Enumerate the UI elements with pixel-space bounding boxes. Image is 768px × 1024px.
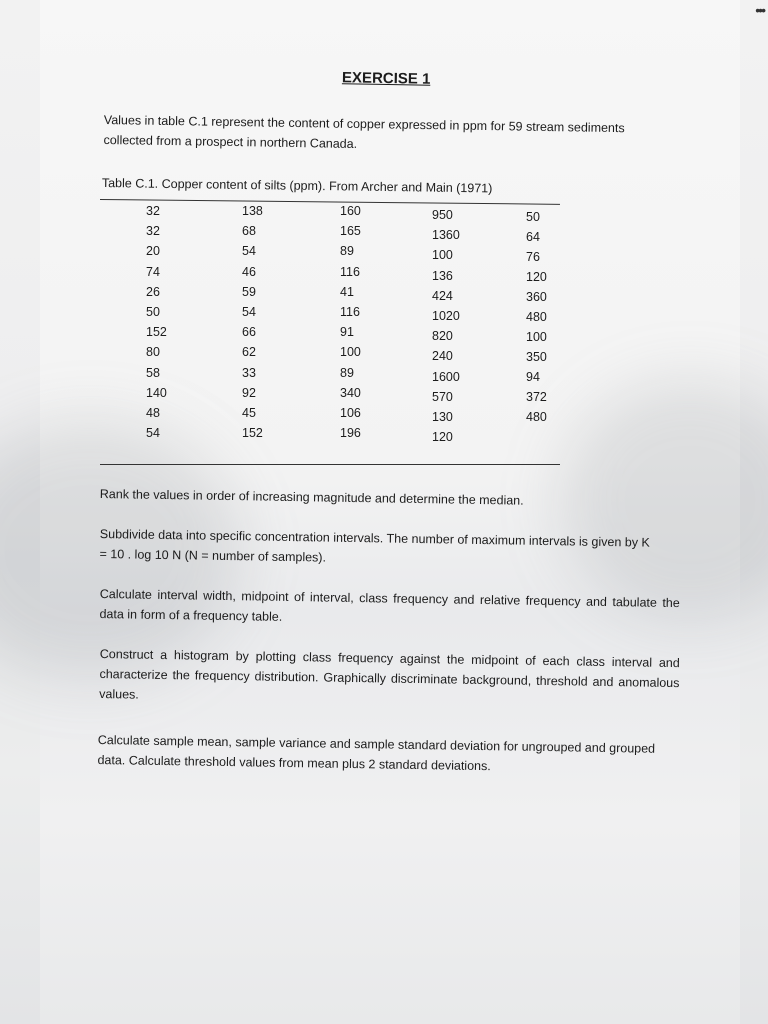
table-cell: 33 [242, 365, 256, 380]
table-cell: 45 [242, 406, 256, 420]
table-cell: 46 [242, 264, 256, 279]
table-cell: 116 [340, 305, 360, 319]
table-cell: 66 [242, 325, 256, 340]
table-cell: 50 [146, 305, 160, 319]
table-caption: Table C.1. Copper content of silts (ppm). From Archer and Main (1971) [101, 176, 493, 196]
table-cell: 54 [242, 305, 256, 319]
exercise-title: EXERCISE 1 [341, 69, 431, 88]
table-cell: 240 [432, 349, 453, 364]
table-cell: 48 [146, 406, 160, 420]
table-cell: 62 [242, 345, 256, 360]
table-cell: 152 [146, 325, 167, 340]
table-cell: 94 [526, 370, 540, 384]
table-cell: 120 [526, 270, 547, 284]
table-cell: 196 [340, 426, 361, 441]
task-intervals: Subdivide data into specific concentration intervals. The number of maximum intervals is given by K = 10 . log 10 N (N = number of samples). [99, 526, 650, 565]
table-cell: 80 [146, 345, 160, 360]
table-cell: 340 [340, 385, 361, 400]
table-cell: 89 [340, 365, 354, 380]
table-cell: 116 [340, 264, 360, 279]
table-cell: 136 [432, 268, 453, 283]
table-cell: 350 [526, 350, 547, 364]
table-cell: 20 [146, 244, 160, 259]
table-cell: 54 [242, 244, 256, 259]
task-frequency-table: Calculate interval width, midpoint of interval, class frequency and relative frequency and tabulate the data in form of a frequency table. [99, 586, 680, 624]
table-cell: 424 [432, 288, 453, 303]
intro-paragraph: Values in table C.1 represent the content of copper expressed in ppm for 59 stream sediments collected from a prospect in northern Canada. [103, 112, 625, 151]
table-cell: 41 [340, 284, 354, 299]
table-cell: 372 [526, 390, 547, 404]
table-cell: 120 [432, 430, 453, 445]
table-cell: 1600 [432, 369, 460, 384]
table-cell: 152 [242, 426, 263, 441]
table-cell: 570 [432, 389, 453, 404]
table-cell: 92 [242, 385, 256, 400]
table-cell: 100 [526, 330, 547, 344]
table-cell: 74 [146, 264, 160, 279]
table-cell: 130 [432, 410, 453, 424]
table-cell: 50 [526, 210, 540, 224]
table-cell: 165 [340, 224, 361, 239]
table-cell: 32 [146, 224, 160, 239]
table-cell: 76 [526, 250, 540, 264]
table-cell: 820 [432, 329, 453, 344]
table-cell: 64 [526, 230, 540, 244]
table-cell: 54 [146, 426, 160, 441]
table-cell: 89 [340, 244, 354, 259]
table-cell: 58 [146, 365, 160, 380]
table-cell: 1360 [432, 228, 460, 243]
table-cell: 100 [432, 248, 453, 263]
table-cell: 950 [432, 208, 453, 222]
table-cell: 480 [526, 410, 547, 424]
task-histogram: Construct a histogram by plotting class frequency against the midpoint of each class interval and characterize the frequency distribution. Graphically discriminate background, threshold and anomalous values. [99, 646, 680, 702]
table-cell: 1020 [432, 309, 460, 323]
table-cell: 138 [242, 204, 263, 218]
table-cell: 160 [340, 204, 361, 218]
table-cell: 106 [340, 406, 361, 420]
task-statistics: Calculate sample mean, sample variance and sample standard deviation for ungrouped and grouped data. Calculate threshold values from mean plus 2 standard deviations. [97, 732, 656, 774]
table-cell: 360 [526, 290, 547, 304]
table-cell: 68 [242, 224, 256, 239]
task-rank: Rank the values in order of increasing magnitude and determine the median. [99, 486, 524, 508]
table-cell: 26 [146, 284, 160, 299]
table-cell: 91 [340, 325, 354, 340]
table-cell: 100 [340, 345, 361, 360]
table-cell: 32 [146, 204, 160, 218]
table-cell: 140 [146, 385, 167, 400]
corner-marks: ••• [755, 2, 764, 18]
table-cell: 59 [242, 284, 256, 299]
table-cell: 480 [526, 310, 547, 324]
